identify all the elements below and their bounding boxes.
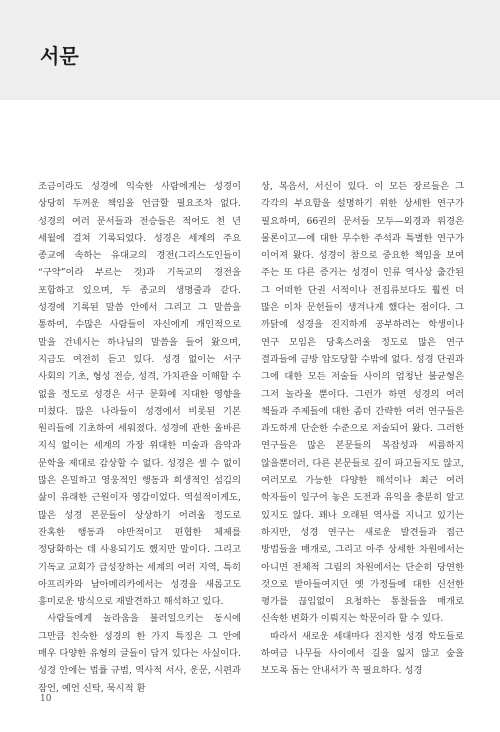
page-title: 서문 — [40, 44, 79, 68]
right-column — [261, 178, 464, 697]
paragraph: 사람들에게 놀라움을 불러일으키는 동시에 그만큼 친숙한 성경의 한 가지 특징은 그 안에 매우 다양한 유형의 글들이 담겨 있다는 사실이다. 성경 안에는 법률 규범, 역사적 서사, 운문, 시편과 잠언, 예언 신탁, 묵시적 환 — [38, 613, 241, 694]
title-band — [0, 0, 500, 100]
left-column — [38, 178, 241, 697]
paragraph: 조금이라도 성경에 익숙한 사람에게는 성경이 상당히 두꺼운 책임을 언급할 필요조차 없다. 성경의 여러 문서들과 전승들은 적어도 천 년 세월에 걸쳐 기록되었다. 성경은 세계의 주요 종교에 속하는 유대교의 경전(그리스도인들이 “구약”이라 부르는 것)과 기독교의 경전을 포함하고 있으며, 두 종교의 생명줄과 같다. 성경에 기록된 말씀 안에서 그리고 그 말씀을 통하여, 수많은 사람들이 자신에게 개인적으로 말을 건네시는 하나님의 말씀을 들어 왔으며, 지금도 여전히 듣고 있다. 성경 없이는 서구 사회의 기초, 형성 전승, 성격, 가치관을 이해할 수 없을 정도로 성경은 서구 문화에 지대한 영향을 미쳤다. 많은 나라들이 성경에서 비롯된 기본 원리들에 기초하여 세워졌다. 성경에 관한 올바른 지식 없이는 세계의 가장 위대한 미술과 음악과 문학을 제대로 감상할 수 없다. 성경은 셀 수 없이 많은 은밀하고 영웅적인 행동과 희생적인 섬김의 삶이 유래한 근원이자 영감이었다. 역설적이게도, 많은 성경 본문들이 상상하기 어려울 정도로 잔혹한 행동과 야만적이고 편협한 체제를 정당화하는 데 사용되기도 했지만 말이다. 그리고 기독교 교회가 급성장하는 세계의 여러 지역, 특히 아프리카와 남아메리카에서는 성경을 새롭고도 흥미로운 방식으로 재발견하고 해석하고 있다. — [38, 181, 241, 608]
page-number: 10 — [40, 694, 52, 704]
paragraph: 상, 복음서, 서신이 있다. 이 모든 장르들은 그 각각의 부요함을 설명하기 위한 상세한 연구가 필요하며, 66권의 문서들 모두—외경과 위경은 물론이고—에 대한 무수한 주석과 특별한 연구가 이어져 왔다. 성경이 참으로 중요한 책임을 보여 주는 또 다른 증거는 성경이 인류 역사상 출간된 그 어떠한 단권 서적이나 전집류보다도 훨씬 더 많은 이차 문헌들이 생겨나게 했다는 점이다. 그 까닭에 성경을 진지하게 공부하려는 학생이나 연구 모임은 당혹스러울 정도로 많은 연구 결과들에 금방 압도당할 수밖에 없다. 성경 단권과 그에 대한 모든 저술들 사이의 엄청난 불균형은 그저 놀라울 뿐이다. 그런가 하면 성경의 여러 책들과 주제들에 대한 좀더 간략한 여러 연구들은 과도하게 단순한 수준으로 저술되어 왔다. 그러한 연구들은 많은 본문들의 복잡성과 씨름하지 않을뿐더러, 다른 본문들로 깊이 파고들지도 않고, 여러모로 가능한 다양한 해석이나 최근 여러 학자들이 일구어 놓은 도전과 유익을 충분히 알고 있지도 않다. 꽤나 오래된 역사를 지니고 있기는 하지만, 성경 연구는 새로운 발견들과 접근 방법들을 매개로, 그리고 아주 상세한 차원에서는 아니면 전체적 그림의 차원에서는 단순히 당연한 것으로 받아들여지던 옛 가정들에 대한 신선한 평가를 끊임없이 요청하는 통찰들을 매개로 신속한 변화가 이뤄지는 학문이라 할 수 있다. — [261, 181, 464, 625]
body-text — [38, 178, 464, 697]
paragraph: 따라서 새로운 세대마다 진지한 성경 학도들로 하여금 나무들 사이에서 길을 잃지 않고 숲을 보도록 돕는 안내서가 꼭 필요하다. 성경 — [261, 630, 464, 677]
